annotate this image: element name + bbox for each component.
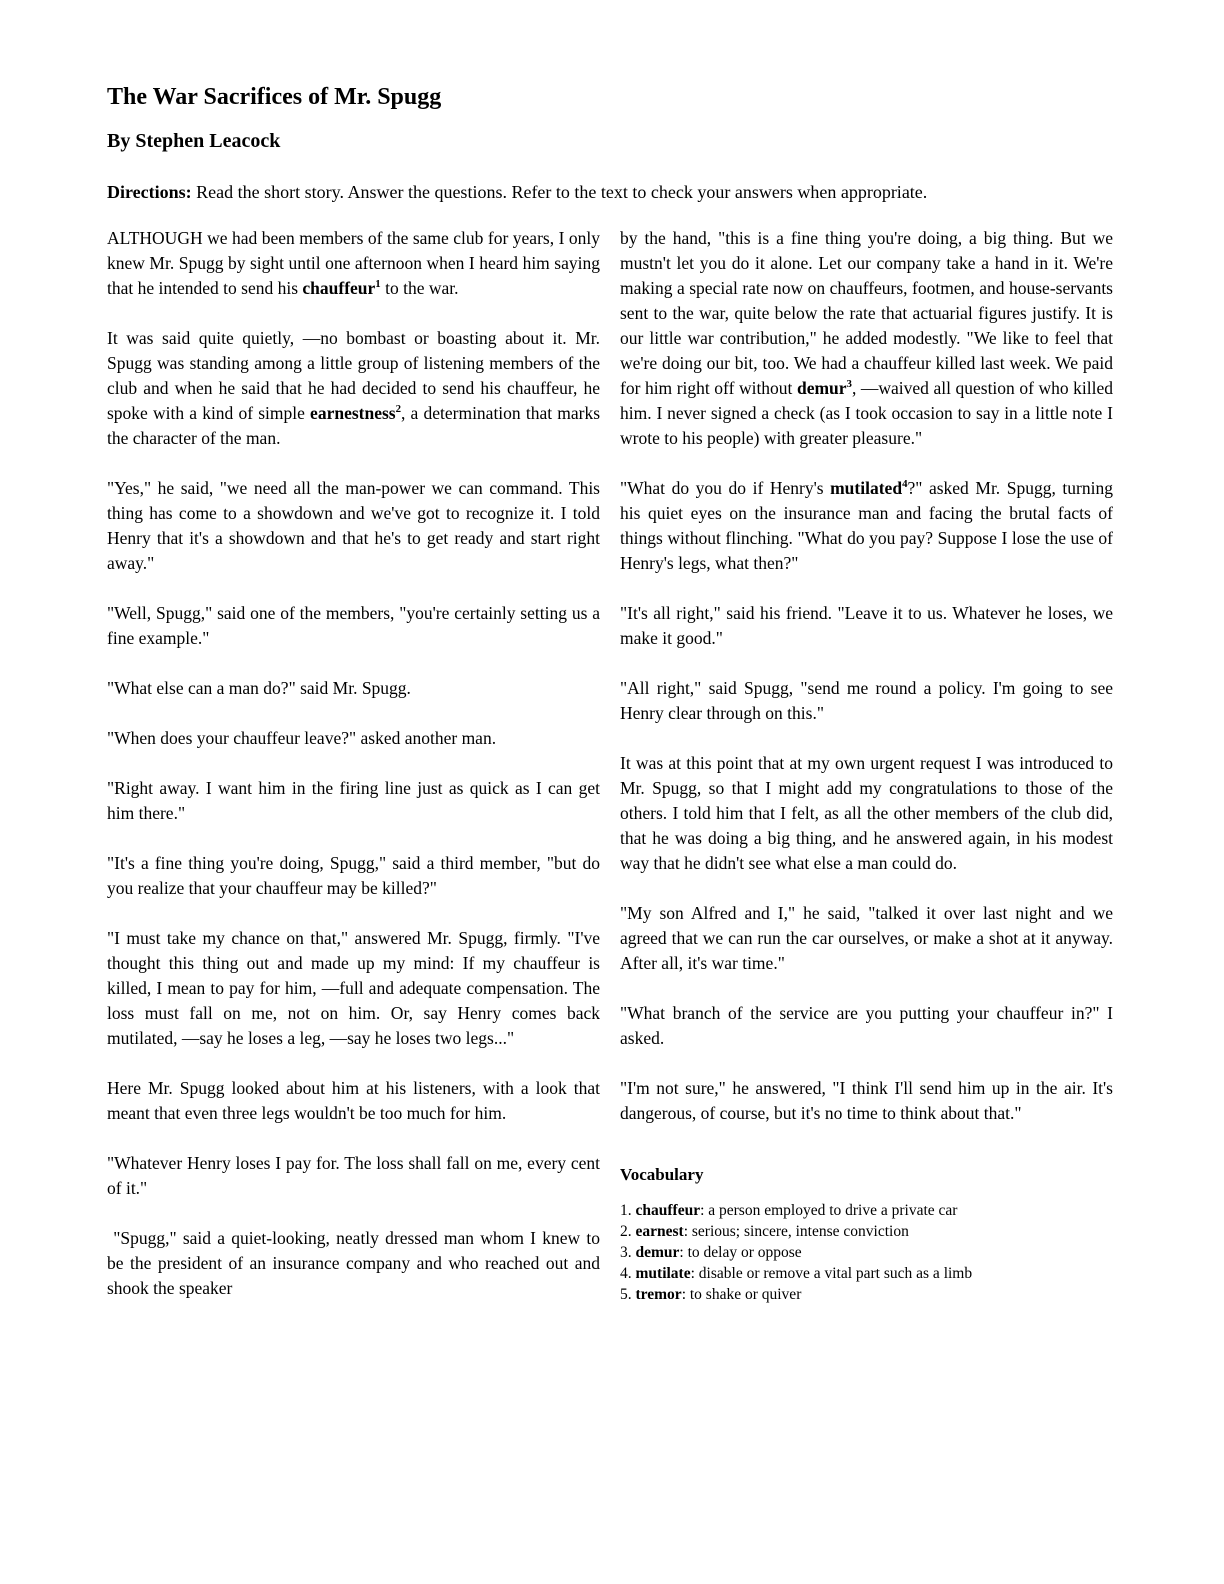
vocab-item: 2. earnest: serious; sincere, intense conviction xyxy=(620,1223,909,1240)
directions xyxy=(107,180,1113,204)
vocabulary-heading: Vocabulary xyxy=(620,1165,704,1184)
story-right-text xyxy=(620,226,1113,1126)
vocabulary-section xyxy=(620,1164,1113,1305)
story-paragraph: "Spugg," said a quiet-looking, neatly dressed man whom I knew to be the president of an insurance company and who reached out and shook the speaker xyxy=(107,1228,600,1298)
story-paragraph: ALTHOUGH we had been members of the same club for years, I only knew Mr. Spugg by sight until one afternoon when I heard him saying that he intended to send his chauffeur$^1$ to the war. xyxy=(107,228,600,298)
story-paragraph: "It's all right," said his friend. "Leave it to us. Whatever he loses, we make it good." xyxy=(620,603,1113,648)
story-left-column xyxy=(107,226,600,1326)
story-paragraph: "I'm not sure," he answered, "I think I'll send him up in the air. It's dangerous, of course, but it's no time to think about that." xyxy=(620,1078,1113,1123)
vocabulary-list xyxy=(620,1200,1113,1305)
page-title: The War Sacrifices of Mr. Spugg xyxy=(107,84,442,110)
story-paragraph: "What else can a man do?" said Mr. Spugg. xyxy=(107,678,411,698)
story-paragraph: It was said quite quietly, —no bombast or boasting about it. Mr. Spugg was standing among a little group of listening members of the club and when he said that he had decided to send his chauffeur, he spoke with a kind of simple earnestness$^2$, a determination that marks the character of the man. xyxy=(107,328,601,448)
story-paragraph: "All right," said Spugg, "send me round a policy. I'm going to see Henry clear through on this." xyxy=(620,678,1113,723)
story-paragraph: by the hand, "this is a fine thing you're doing, a big thing. But we mustn't let you do it alone. Let our company take a hand in it. We're making a special rate now on chauffeurs, footmen, and house-servants sent to the war, quite below the rate that actuarial figures justify. It is our little war contribution," he added modestly. "We like to feel that we're doing our bit, too. We had a chauffeur killed last week. We paid for him right off without demur$^3$, —waived all question of who killed him. I never signed a check (as I took occasion to say in a little note I wrote to his people) with greater pleasure." xyxy=(620,228,1113,448)
story-paragraph: "Well, Spugg," said one of the members, "you're certainly setting us a fine example." xyxy=(107,603,600,648)
story-paragraph: "When does your chauffeur leave?" asked another man. xyxy=(107,728,497,748)
story-paragraph: "I must take my chance on that," answered Mr. Spugg, firmly. "I've thought this thing out and made up my mind: If my chauffeur is killed, I mean to pay for him, —full and adequate compensation. The loss must fall on me, not on him. Or, say Henry comes back mutilated, —say he loses a leg, —say he loses two legs..." xyxy=(107,928,600,1048)
story-paragraph: "Yes," he said, "we need all the man-power we can command. This thing has come to a showdown and we've got to recognize it. I told Henry that it's a showdown and that he's to get ready and start right away." xyxy=(107,478,600,573)
author-byline: By Stephen Leacock xyxy=(107,130,281,152)
story-paragraph: "What branch of the service are you putting your chauffeur in?" I asked. xyxy=(620,1003,1113,1048)
story-right-column xyxy=(620,226,1113,1326)
story-paragraph: "What do you do if Henry's mutilated$^4$?" asked Mr. Spugg, turning his quiet eyes on the insurance man and facing the brutal facts of things without flinching. "What do you pay? Suppose I lose the use of Henry's legs, what then?" xyxy=(620,478,1113,573)
story-paragraph: "Whatever Henry loses I pay for. The loss shall fall on me, every cent of it." xyxy=(107,1153,600,1198)
story-columns xyxy=(107,226,1113,1326)
story-paragraph: Here Mr. Spugg looked about him at his listeners, with a look that meant that even three legs wouldn't be too much for him. xyxy=(107,1078,600,1123)
story-paragraph: "My son Alfred and I," he said, "talked it over last night and we agreed that we can run the car ourselves, or make a shot at it anyway. After all, it's war time." xyxy=(620,903,1113,973)
directions-text: Read the short story. Answer the questions. Refer to the text to check your answers when appropriate. xyxy=(191,182,928,202)
vocab-item: 1. chauffeur: a person employed to drive a private car xyxy=(620,1202,958,1219)
story-paragraph: It was at this point that at my own urgent request I was introduced to Mr. Spugg, so that I might add my congratulations to those of the others. I told him that I felt, as all the other members of the club did, that he was doing a big thing, and he answered again, in his modest way that he didn't see what else a man could do. xyxy=(620,753,1113,873)
story-paragraph: "It's a fine thing you're doing, Spugg," said a third member, "but do you realize that your chauffeur may be killed?" xyxy=(107,853,600,898)
vocab-item: 3. demur: to delay or oppose xyxy=(620,1244,802,1261)
story-paragraph: "Right away. I want him in the firing line just as quick as I can get him there." xyxy=(107,778,600,823)
directions-label: Directions: xyxy=(107,182,192,202)
vocab-item: 5. tremor: to shake or quiver xyxy=(620,1286,802,1303)
vocab-item: 4. mutilate: disable or remove a vital part such as a limb xyxy=(620,1265,973,1282)
